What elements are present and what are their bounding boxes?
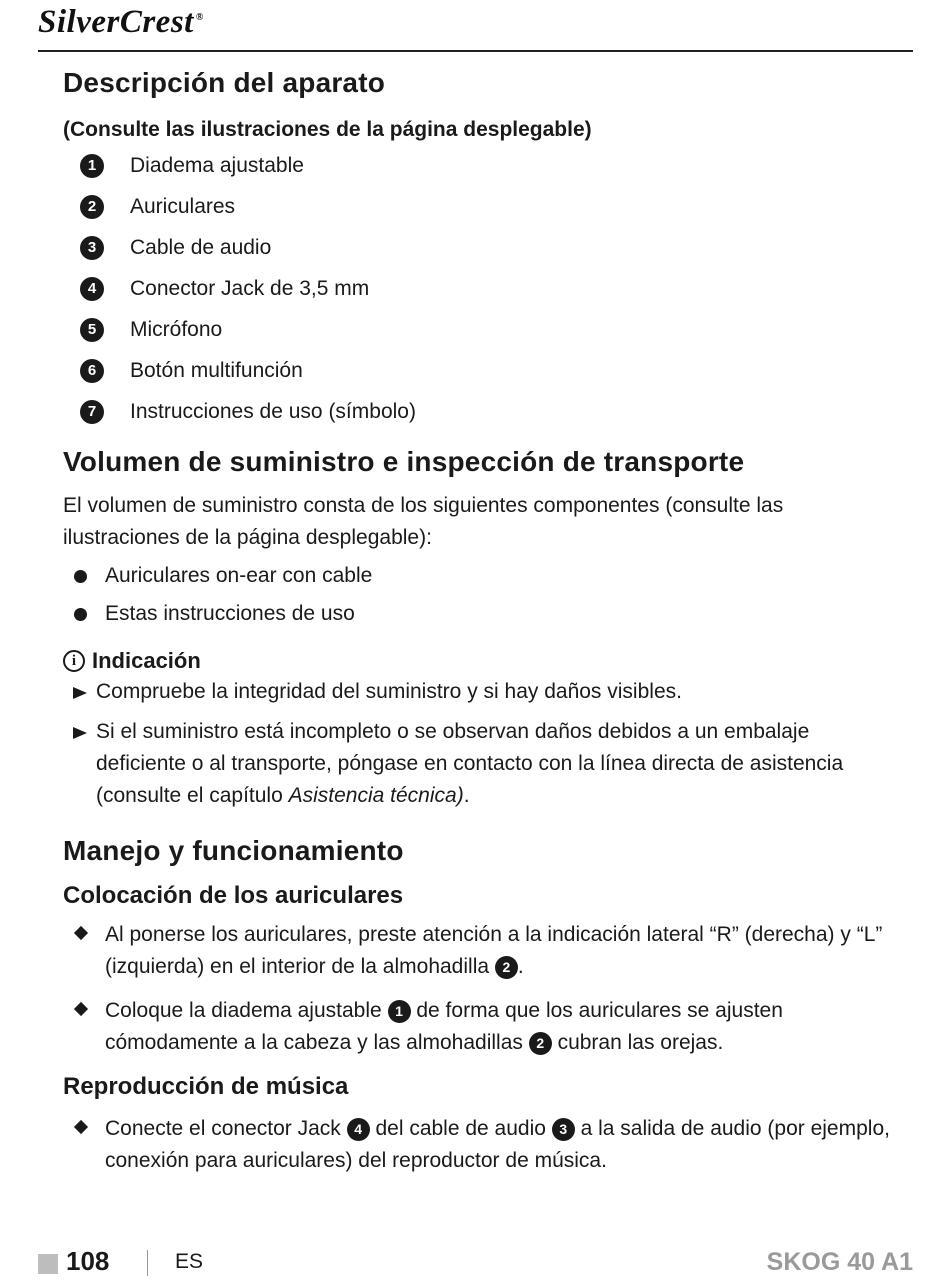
part-label: Botón multifunción — [130, 358, 303, 382]
list-item — [63, 150, 893, 191]
subsection-title-music: Reproducción de música — [63, 1072, 349, 1100]
section-title-description: Descripción del aparato — [63, 67, 386, 98]
note-heading — [63, 648, 893, 674]
number-badge-icon: 5 — [80, 318, 104, 342]
registered-mark: ® — [195, 12, 204, 23]
number-badge-icon: 4 — [347, 1118, 370, 1141]
music-list — [63, 1113, 893, 1177]
diamond-bullet-icon — [74, 926, 88, 940]
footer-square-icon — [38, 1254, 58, 1274]
step-text: del cable de audio — [369, 1117, 552, 1141]
section-title-delivery: Volumen de suministro e inspección de transporte — [63, 445, 745, 477]
step-text: . — [517, 954, 524, 978]
language-code: ES — [175, 1250, 204, 1273]
arrow-icon — [73, 687, 87, 699]
list-item — [63, 396, 893, 437]
number-badge-icon: 4 — [80, 277, 104, 301]
note-text: Compruebe la integridad del suministro y si hay daños visibles. — [96, 680, 682, 704]
step-text: de forma que los auriculares se ajusten cómodamente a la cabeza y las almohadillas — [105, 998, 783, 1054]
list-item — [63, 273, 893, 314]
header-rule — [38, 50, 913, 52]
page-footer — [38, 1246, 913, 1280]
number-badge-icon: 2 — [495, 956, 518, 979]
page-content — [63, 62, 893, 1177]
list-item — [63, 1113, 893, 1177]
list-item — [63, 919, 893, 983]
arrow-icon — [73, 727, 87, 739]
list-item — [63, 716, 893, 812]
diamond-bullet-icon — [74, 1120, 88, 1134]
section-subtitle: (Consulte las ilustraciones de la página desplegable) — [63, 117, 592, 141]
brand-name: SilverCrest — [38, 4, 194, 40]
step-text: Conecte el conector Jack — [105, 1117, 347, 1141]
delivery-intro: El volumen de suministro consta de los siguientes componentes (consulte las ilustraciones de la página desplegable): — [63, 494, 784, 550]
list-item — [63, 232, 893, 273]
note-text: Si el suministro está incompleto o se observan daños debidos a un embalaje deficiente o al transporte, póngase en contacto con la línea directa de asistencia (consulte el capítulo — [96, 720, 844, 808]
part-label: Diadema ajustable — [130, 153, 304, 177]
note-list — [63, 676, 893, 812]
number-badge-icon: 1 — [388, 1000, 411, 1023]
number-badge-icon: 3 — [80, 236, 104, 260]
delivery-list — [63, 560, 893, 636]
parts-list — [63, 150, 893, 437]
info-icon: i — [63, 650, 85, 672]
list-item — [63, 355, 893, 396]
part-label: Conector Jack de 3,5 mm — [130, 276, 370, 300]
chapter-reference: Asistencia técnica) — [288, 784, 464, 808]
fitting-list — [63, 919, 893, 1059]
list-item — [63, 191, 893, 232]
page-number: 108 — [66, 1246, 110, 1276]
number-badge-icon: 2 — [80, 195, 104, 219]
list-item — [63, 314, 893, 355]
step-text: a la salida de audio (por ejemplo, conexión para auriculares) del reproductor de música. — [105, 1117, 890, 1173]
bullet-text: Estas instrucciones de uso — [105, 602, 355, 626]
part-label: Auriculares — [130, 194, 236, 218]
note-text-end: . — [463, 784, 470, 808]
bullet-icon — [74, 570, 87, 583]
list-item — [63, 676, 893, 708]
list-item — [63, 598, 893, 636]
footer-divider — [147, 1250, 148, 1276]
number-badge-icon: 2 — [529, 1032, 552, 1055]
note-title: Indicación — [92, 648, 201, 674]
part-label: Cable de audio — [130, 235, 272, 259]
step-text: cubran las orejas. — [551, 1030, 724, 1054]
part-label: Micrófono — [130, 317, 223, 341]
part-label: Instrucciones de uso (símbolo) — [130, 399, 416, 423]
number-badge-icon: 7 — [80, 400, 104, 424]
list-item — [63, 995, 893, 1059]
section-title-operation: Manejo y funcionamiento — [63, 835, 404, 867]
subsection-title-fitting: Colocación de los auriculares — [63, 881, 404, 909]
number-badge-icon: 1 — [80, 154, 104, 178]
number-badge-icon: 3 — [552, 1118, 575, 1141]
brand-logo — [38, 4, 204, 41]
number-badge-icon: 6 — [80, 359, 104, 383]
step-text: Coloque la diadema ajustable — [105, 998, 388, 1022]
model-name: SKOG 40 A1 — [766, 1248, 913, 1276]
bullet-text: Auriculares on-ear con cable — [105, 564, 373, 588]
bullet-icon — [74, 608, 87, 621]
step-text: Al ponerse los auriculares, preste atención a la indicación lateral “R” (derecha) y “L” (izquierda) en el interior de la almohadilla — [105, 922, 883, 978]
diamond-bullet-icon — [74, 1002, 88, 1016]
list-item — [63, 560, 893, 598]
